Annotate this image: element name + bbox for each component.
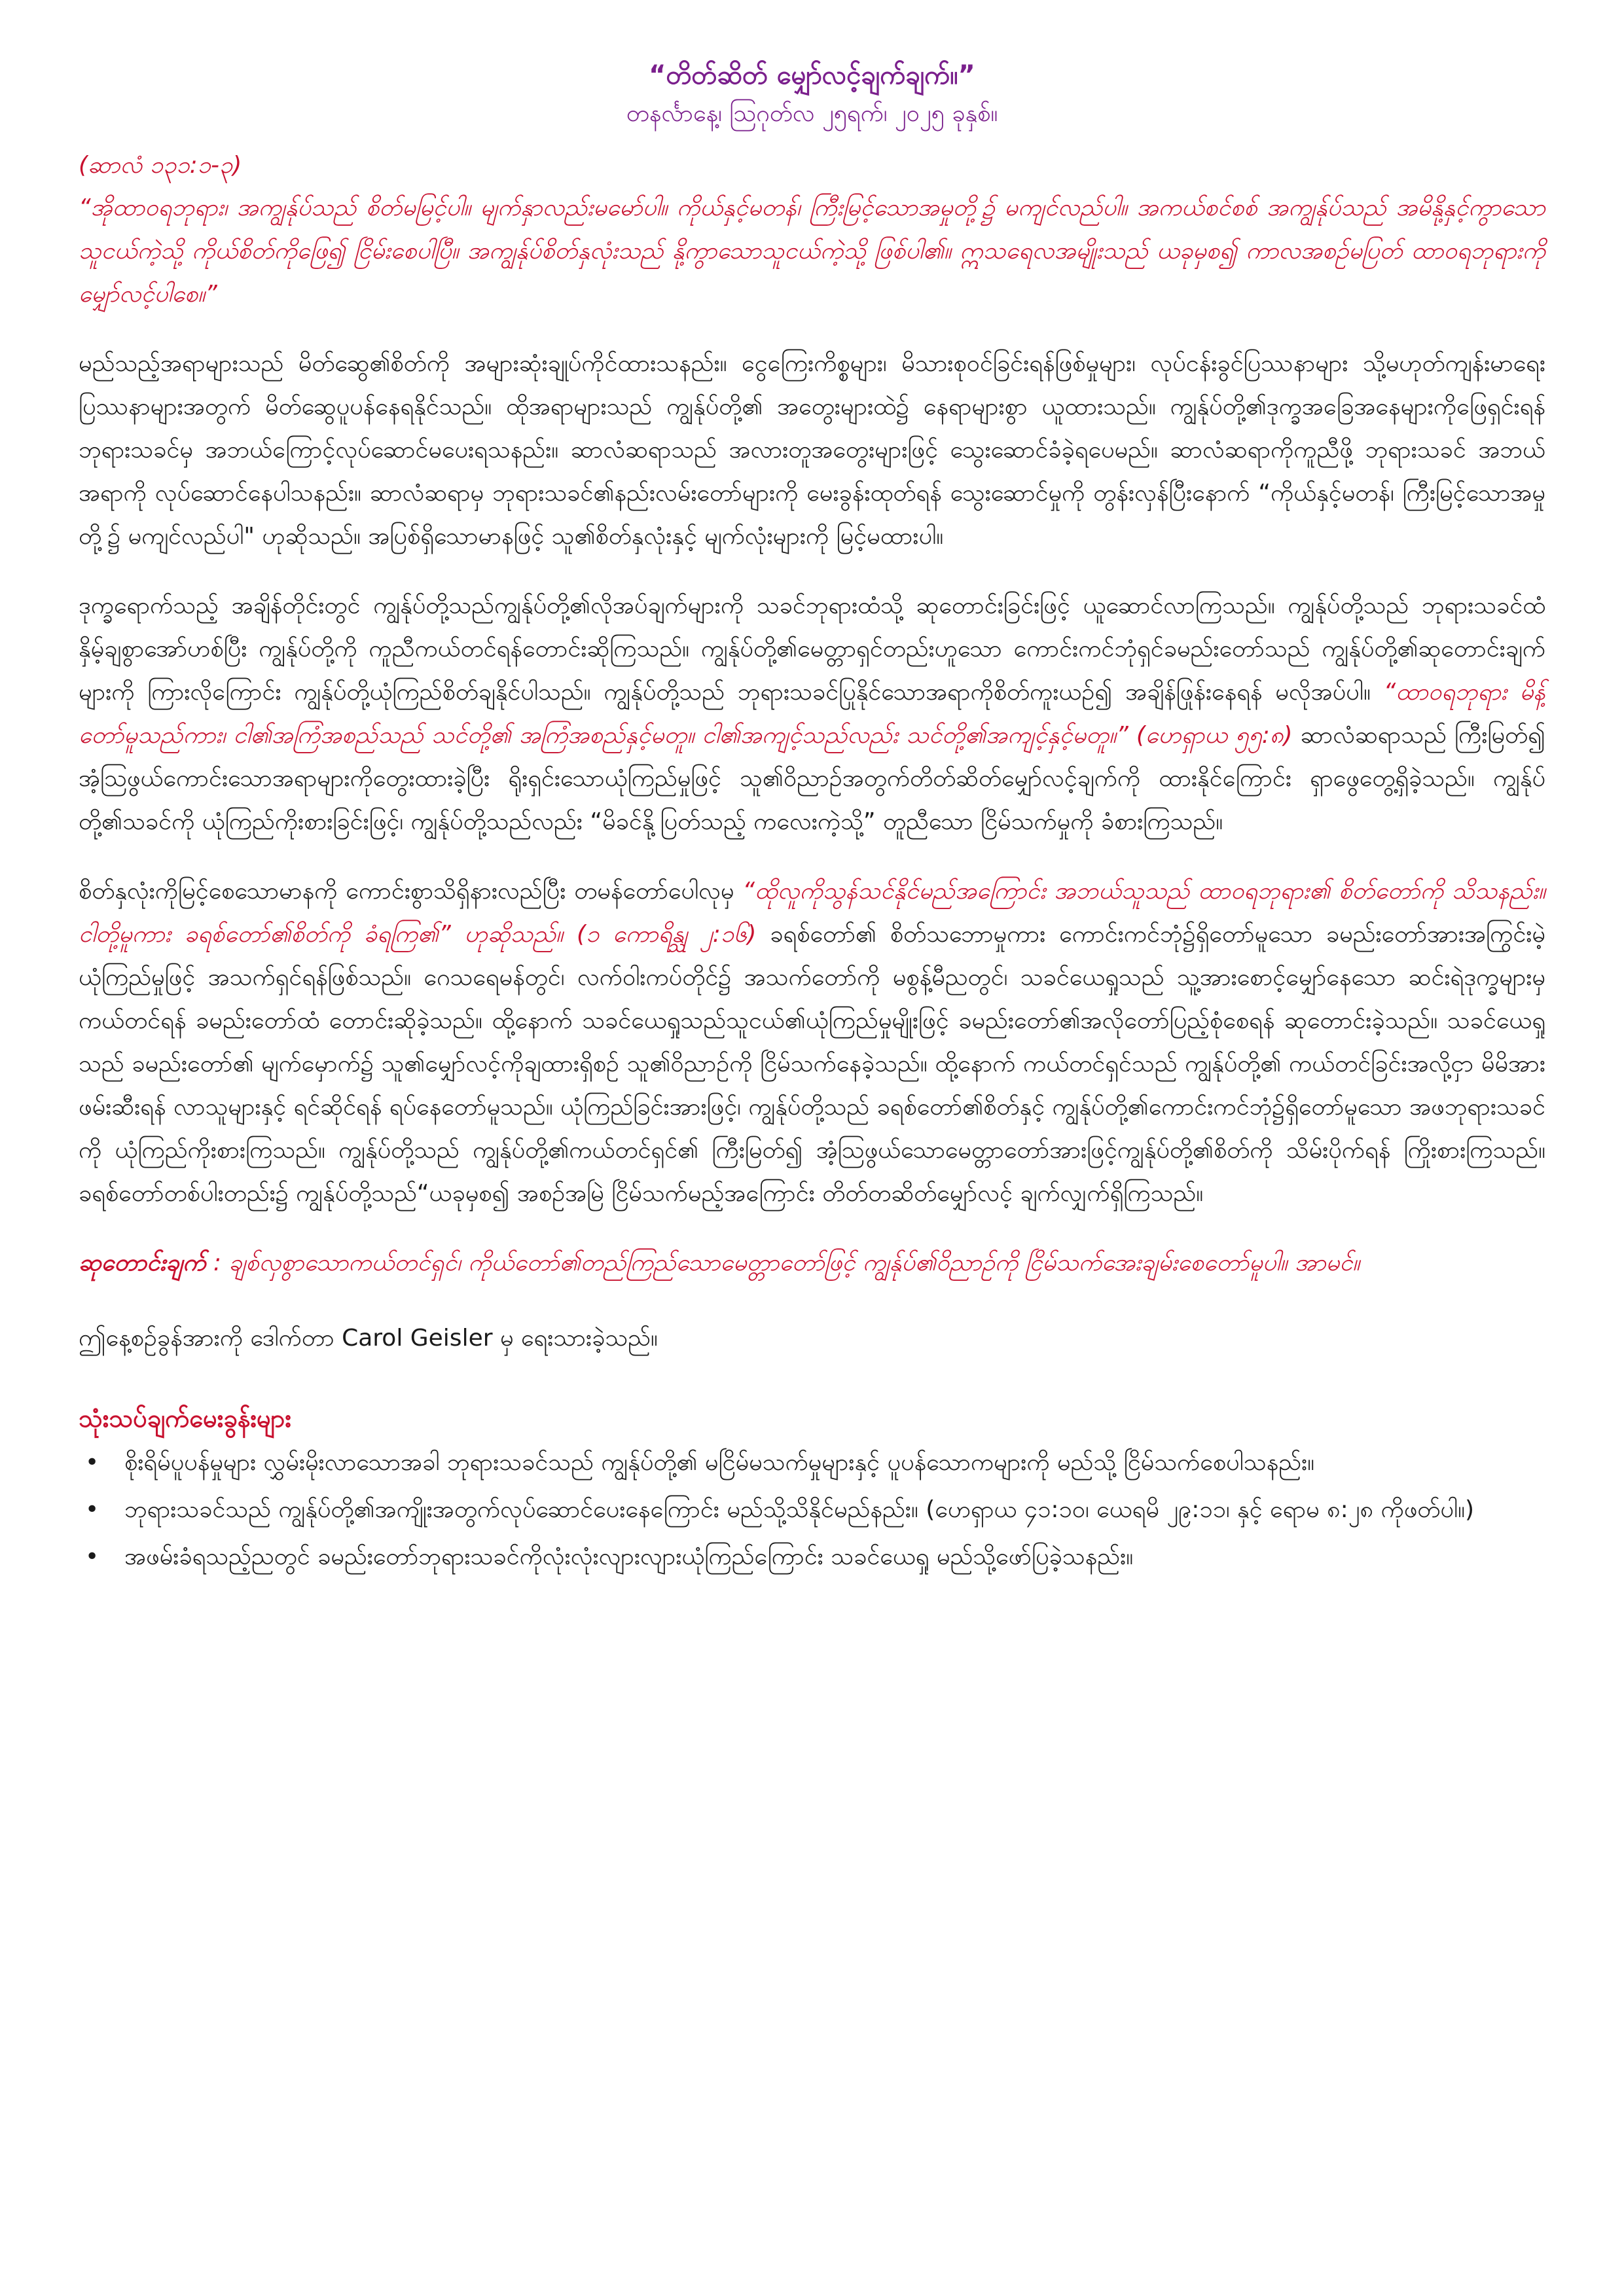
scripture-reference: (ဆာလံ ၁၃၁:၁-၃) (79, 152, 242, 179)
questions-heading: သုံးသပ်ချက်မေးခွန်းများ (79, 1404, 292, 1433)
paragraph-3-text-a: စိတ်နှလုံးကိုမြင့်စေသောမာနကို ကောင်းစွာသိရှိနားလည်ပြီး တမန်တော်ပေါလုမှ (79, 878, 734, 905)
paragraph-2-text-a: ဒုက္ခရောက်သည့် အချိန်တိုင်းတွင် ကျွန်ုပ်တို့သည်ကျွန်ုပ်တို့၏လိုအပ်ချက်များကို သခင်ဘုရားထံသို့ ဆုတောင်းခြင်းဖြင့် ယူဆောင်လာကြသည်။ ကျွန်ုပ်တို့သည် ဘုရားသခင်ထံ နှိမ့်ချစွာအော်ဟစ်ပြီး ကျွန်ုပ်တို့ကို ကူညီကယ်တင်ရန်တောင်းဆိုကြသည်။ ကျွန်ုပ်တို့၏မေတ္တာရှင်တည်းဟူသော ကောင်းကင်ဘုံရှင်ခမည်းတော်သည် ကျွန်ုပ်တို့၏ဆုတောင်းချက်များကို ကြားလိုကြောင်း ကျွန်ုပ်တို့ယုံကြည်စိတ်ချနိုင်ပါသည်။ ကျွန်ုပ်တို့သည် ဘုရားသခင်ပြုနိုင်သောအရာကိုစိတ်ကူးယဉ်၍ အချိန်ဖြုန်းနေရန် မလိုအပ်ပါ။ (79, 592, 1545, 706)
paragraph-1: မည်သည့်အရာများသည် မိတ်ဆွေ၏စိတ်ကို အများဆုံးချုပ်ကိုင်ထားသနည်း။ ငွေကြေးကိစ္စများ၊ မိသားစုဝင်ခြင်းရန်ဖြစ်မှုများ၊ လုပ်ငန်းခွင်ပြဿနာများ သို့မဟုတ်ကျန်းမာရေးပြဿနာများအတွက် မိတ်ဆွေပူပန်နေရနိုင်သည်။ ထိုအရာများသည် ကျွန်ုပ်တို့၏ အတွေးများထဲ၌ နေရာများစွာ ယူထားသည်။ ကျွန်ုပ်တို့၏ဒုက္ခအခြေအနေများကိုဖြေရှင်းရန် ဘုရားသခင်မှ အဘယ်ကြောင့်လုပ်ဆောင်မပေးရသနည်း။ ဆာလံဆရာသည် အလားတူအတွေးများဖြင့် သွေးဆောင်ခံခဲ့ရပေမည်။ ဆာလံဆရာကိုကူညီဖို့ ဘုရားသခင် အဘယ်အရာကို လုပ်ဆောင်နေပါသနည်း။ ဆာလံဆရာမှ ဘုရားသခင်၏နည်းလမ်းတော်များကို မေးခွန်းထုတ်ရန် သွေးဆောင်မှုကို တွန်းလှန်ပြီးနောက် “ကိုယ်နှင့်မတန်၊ ကြီးမြင့်သောအမှုတို့၌ မကျင်လည်ပါ" ဟုဆိုသည်။ အပြစ်ရှိသောမာနဖြင့် သူ၏စိတ်နှလုံးနှင့် မျက်လုံးများကို မြင့်မထားပါ။ (79, 350, 1545, 550)
paragraph-2 (79, 584, 1545, 844)
question-item-2: • ဘုရားသခင်သည် ကျွန်ုပ်တို့၏အကျိုးအတွက်လုပ်ဆောင်ပေးနေကြောင်း မည်သို့သိနိုင်မည်နည်း။ (ဟေရှာယ ၄၁:၁၀၊ ယေရမိ ၂၉:၁၁၊ နှင့် ရောမ ၈:၂၈ ကိုဖတ်ပါ။) (79, 1489, 1545, 1531)
bullet-icon: • (85, 1496, 99, 1523)
bullet-icon: • (85, 1449, 99, 1476)
questions-list (79, 1442, 1545, 1578)
paragraph-2-text-b: ဆာလံဆရာသည် ကြီးမြတ်၍ အံ့ဩဖွယ်ကောင်းသောအရာများကိုတွေးထားခဲ့ပြီး ရိုးရှင်းသောယုံကြည်မှုဖြင့် သူ၏ဝိညာဉ်အတွက်တိတ်ဆိတ်မျှော်လင့်ချက်ကို ထားနိုင်ကြောင်း ရှာဖွေတွေ့ရှိခဲ့သည်။ ကျွန်ုပ်တို့၏သခင်ကို ယုံကြည်ကိုးစားခြင်းဖြင့်၊ ကျွန်ုပ်တို့သည်လည်း “မိခင်နို့ပြတ်သည့် ကလေးကဲ့သို့” တူညီသော ငြိမ်သက်မှုကို ခံစားကြသည်။ (79, 722, 1545, 835)
prayer-text: ချစ်လှစွာသောကယ်တင်ရှင်၊ ကိုယ်တော်၏တည်ကြည်သောမေတ္တာတော်ဖြင့် ကျွန်ုပ်၏ဝိညာဉ်ကို ငြိမ်သက်အေးချမ်းစေတော်မူပါ။ အာမင်။ (228, 1249, 1360, 1276)
prayer-label: ဆုတောင်းချက် (79, 1249, 206, 1276)
devotional-page (79, 56, 1545, 1583)
question-item-1: • စိုးရိမ်ပူပန်မှုများ လွှမ်းမိုးလာသောအခါ ဘုရားသခင်သည် ကျွန်ုပ်တို့၏ မငြိမ်မသက်မှုများနှင့် ပူပန်သောကများကို မည်သို့ ငြိမ်သက်စေပါသနည်း။ (79, 1442, 1545, 1484)
paragraph-3 (79, 870, 1545, 1215)
author-credit: ဤနေ့စဉ်ခွန်အားကို ဒေါက်တာ Carol Geisler မှ ရေးသားခဲ့သည်။ (79, 1325, 658, 1352)
prayer (79, 1242, 1545, 1285)
bullet-icon: • (85, 1543, 99, 1570)
paragraph-3-text-b: ခရစ်တော်၏ စိတ်သဘောမှုကား ကောင်းကင်ဘုံ၌ရှိတော်မူသော ခမည်းတော်အားအကြွင်းမဲ့ယုံကြည်မှုဖြင့် အသက်ရှင်ရန်ဖြစ်သည်။ ဂေသရေမန်တွင်၊ လက်ဝါးကပ်တိုင်၌ အသက်တော်ကို မစွန့်မီညတွင်၊ သခင်ယေရှုသည် သူ့အားစောင့်မျှော်နေသော ဆင်းရဲဒုက္ခများမှ ကယ်တင်ရန် ခမည်းတော်ထံ တောင်းဆိုခဲ့သည်။ ထို့နောက် သခင်ယေရှုသည်သူငယ်၏ယုံကြည်မှုမျိုးဖြင့် ခမည်းတော်၏အလိုတော်ပြည့်စုံစေရန် ဆုတောင်းခဲ့သည်။ သခင်ယေရှုသည် ခမည်းတော်၏ မျက်မှောက်၌ သူ၏မျှော်လင့်ကိုချထားရှိစဉ် သူ၏ဝိညာဉ်ကို ငြိမ်သက်နေခဲ့သည်။ ထို့နောက် ကယ်တင်ရှင်သည် ကျွန်ုပ်တို့၏ ကယ်တင်ခြင်းအလို့ငှာ မိမိအားဖမ်းဆီးရန် လာသူများနှင့် ရင်ဆိုင်ရန် ရပ်နေတော်မူသည်။ ယုံကြည်ခြင်းအားဖြင့်၊ ကျွန်ုပ်တို့သည် ခရစ်တော်၏စိတ်နှင့် ကျွန်ုပ်တို့၏ကောင်းကင်ဘုံ၌ရှိတော်မူသော အဖဘုရားသခင်ကို ယုံကြည်ကိုးစားကြသည်။ ကျွန်ုပ်တို့သည် ကျွန်ုပ်တို့၏ကယ်တင်ရှင်၏ ကြီးမြတ်၍ အံ့ဩဖွယ်သောမေတ္တာတော်အားဖြင့်ကျွန်ုပ်တို့၏စိတ်ကို သိမ်းပိုက်ရန် ကြိုးစားကြသည်။ ခရစ်တော်တစ်ပါးတည်း၌ ကျွန်ုပ်တို့သည်“ယခုမှစ၍ အစဉ်အမြဲ ငြိမ်သက်မည့်အကြောင်း တိတ်တဆိတ်မျှော်လင့် ချက်လျှက်ရှိကြသည်။ (79, 921, 1545, 1207)
paragraph-2-quote: “ထာဝရဘုရား မိန့်တော်မူသည်ကား၊ ငါ၏အကြံအစည်သည် သင်တို့၏ အကြံအစည်နှင့်မတူ။ ငါ၏အကျင့်သည်လည်း သင်တို့၏အကျင့်နှင့်မတူ။” (ဟေရှာယ ၅၅:၈) (79, 679, 1546, 749)
page-date: တနင်္လာနေ့၊ ဩဂုတ်လ ၂၅ရက်၊ ၂၀၂၅ ခုနှစ်။ (626, 100, 998, 127)
paragraph-3-quote: “ထိုလူကိုသွန်သင်နိုင်မည်အကြောင်း အဘယ်သူသည် ထာဝရဘုရား၏ စိတ်တော်ကို သိသနည်း။ ငါတို့မူကား ခရစ်တော်၏စိတ်ကို ခံရကြ၏” ဟုဆိုသည်။ (၁ ကောရိန္သု ၂:၁၆) (79, 878, 1545, 948)
scripture-text: “အိုထာဝရဘုရား၊ အကျွန်ုပ်သည် စိတ်မမြင့်ပါ။ မျက်နှာလည်းမမော်ပါ။ ကိုယ်နှင့်မတန်၊ ကြီးမြင့်သောအမှုတို့၌ မကျင်လည်ပါ။ အကယ်စင်စစ် အကျွန်ုပ်သည် အမိနို့နှင့်ကွာသော သူငယ်ကဲ့သို့ ကိုယ်စိတ်ကိုဖြေ၍ ငြိမ်းစေပါပြီ။ အကျွန်ုပ်စိတ်နှလုံးသည် နို့ကွာသောသူငယ်ကဲ့သို့ ဖြစ်ပါ၏။ ဣသရေလအမျိုးသည် ယခုမှစ၍ ကာလအစဉ်မပြတ် ထာဝရဘုရားကို မျှော်လင့်ပါစေ။” (79, 194, 1545, 308)
prayer-separator: : (206, 1249, 229, 1276)
page-title: “တိတ်ဆိတ် မျှော်လင့်ချက်ချက်။” (649, 60, 975, 90)
question-item-3: • အဖမ်းခံရသည့်ညတွင် ခမည်းတော်ဘုရားသခင်ကိုလုံးလုံးလျားလျားယုံကြည်ကြောင်း သခင်ယေရှု မည်သို့ဖော်ပြခဲ့သနည်း။ (79, 1536, 1545, 1578)
